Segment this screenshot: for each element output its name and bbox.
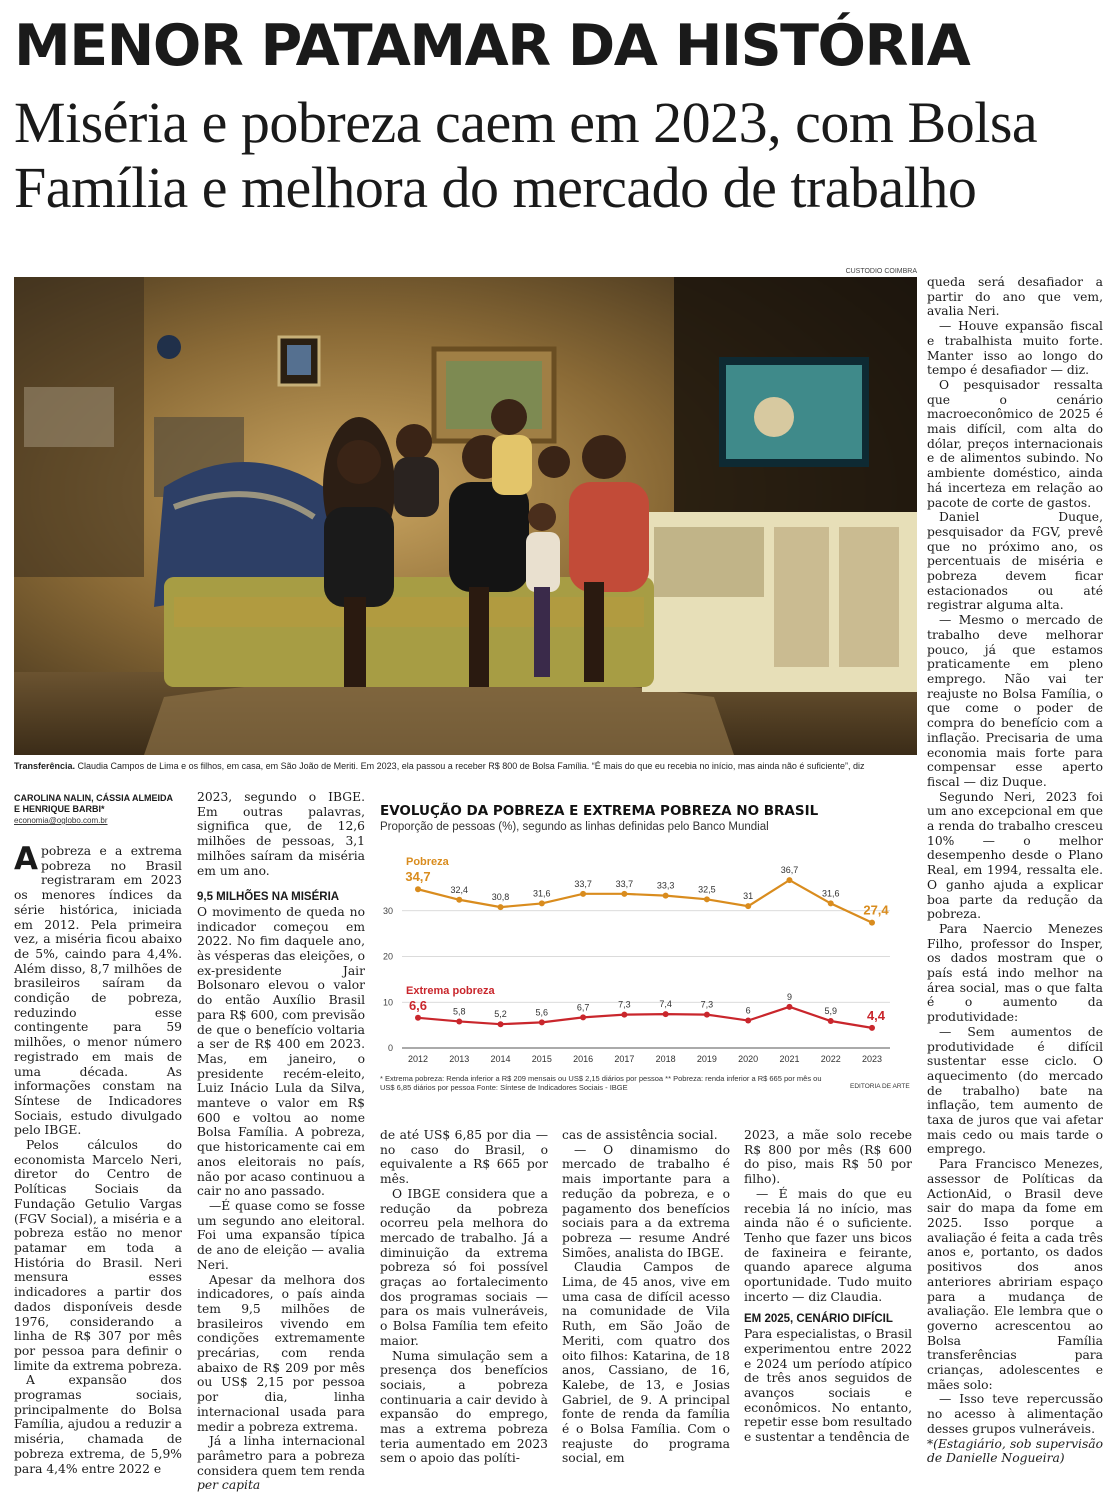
data-label: 34,7 xyxy=(405,869,431,885)
data-point xyxy=(828,1018,834,1024)
byline-authors-2: E HENRIQUE BARBI* xyxy=(14,804,105,814)
data-point xyxy=(539,900,545,906)
paragraph: Daniel Duque, pesquisador da FGV, prevê que no próximo ano, os percentuais de miséria e pobreza devem ficar estacionados ou até registrar alguma alta. xyxy=(927,510,1103,613)
chart-plot xyxy=(380,845,915,1075)
data-label: 7,3 xyxy=(700,999,714,1010)
data-label: 5,8 xyxy=(453,1006,466,1017)
data-label: 4,4 xyxy=(866,1007,886,1023)
paragraph: — O dinamismo do mercado de trabalho é mais importante para a redução da pobreza, e o pagamento dos benefícios sociais para a da extrema pobreza — resume André Simões, analista do IBGE. xyxy=(562,1142,730,1260)
family-photo xyxy=(14,277,917,755)
data-point xyxy=(415,886,421,892)
data-label: 5,6 xyxy=(535,1007,549,1018)
paragraph: Para especialistas, o Brasil experimentou entre 2022 e 2024 um período atípico de três anos seguidos de avanços sociais e econômicos. No entanto, repetir esse bom resultado e sustentar a tendência de xyxy=(744,1327,912,1445)
x-tick-label: 2012 xyxy=(407,1054,429,1064)
article-column-6 xyxy=(927,275,1103,1466)
paragraph: —É quase como se fosse um segundo ano eleitoral. Foi uma expansão típica de ano de eleição — avalia Neri. xyxy=(197,1198,365,1272)
x-tick-label: 2014 xyxy=(490,1054,511,1064)
y-tick-label: 10 xyxy=(382,997,393,1008)
paragraph: Claudia Campos de Lima, de 45 anos, vive em uma casa de difícil acesso na comunidade de Vila Ruth, em São João de Meriti, com quatro dos oito filhos: Katarina, de 18 anos, Cassiano, de 16, Kalebe, de 13, e Josias Gabriel, de 9. A principal fonte de renda da família é o Bolsa Família. Com o reajuste do programa social, em xyxy=(562,1260,730,1466)
paragraph: Pelos cálculos do economista Marcelo Neri, diretor do Centro de Políticas Sociais da Fundação Getulio Vargas (FGV Social), a miséria e a pobreza estão no menor patamar em toda a História do Brasil. Neri mensura esses indicadores a partir dos dados disponíveis desde 1976, considerando a linha de R$ 307 por mês por pessoa para definir o limite da extrema pobreza. xyxy=(14,1138,182,1373)
data-point xyxy=(745,1018,751,1024)
kicker: MENOR PATAMAR DA HISTÓRIA xyxy=(14,13,970,79)
data-label: 7,3 xyxy=(618,999,631,1010)
paragraph: Numa simulação sem a presença dos benefícios sociais, a pobreza continuaria a cair devido à expansão do emprego, mas a extrema pobreza teria aumentado em 2023 sem o apoio das políti- xyxy=(380,1348,548,1466)
x-tick-label: 2015 xyxy=(531,1054,552,1064)
paragraph: de até US$ 6,85 por dia — no caso do Brasil, o equivalente a R$ 665 por mês. xyxy=(380,1128,548,1187)
photo-caption xyxy=(14,760,917,772)
data-point xyxy=(456,1018,462,1024)
subheading: EM 2025, CENÁRIO DIFÍCIL xyxy=(744,1313,893,1326)
article-column-5 xyxy=(744,1128,912,1445)
data-point xyxy=(869,920,875,926)
data-label: 7,4 xyxy=(659,999,672,1010)
paragraph: — Mesmo o mercado de trabalho deve melhorar pouco, já que estamos praticamente em pleno emprego. Não vai ter reajuste no Bolsa Família, o que come o poder de compra do benefício com a inflação. Precisaria de uma economia mais forte para compensar esse aperto fiscal — diz Duque. xyxy=(927,613,1103,789)
x-tick-label: 2020 xyxy=(738,1054,759,1064)
subheading: 9,5 MILHÕES NA MISÉRIA xyxy=(197,891,340,904)
data-point xyxy=(704,1012,710,1018)
byline-authors: CAROLINA NALIN, CÁSSIA ALMEIDA xyxy=(14,793,173,803)
data-point xyxy=(539,1019,545,1025)
data-point xyxy=(498,1021,504,1027)
paragraph: cas de assistência social. xyxy=(562,1128,718,1142)
series-line xyxy=(418,1007,872,1028)
signature-note: *(Estagiário, sob supervisão de Danielle Nogueira) xyxy=(927,1436,1103,1466)
data-label: 32,4 xyxy=(450,884,469,895)
caption-lead: Transferência. xyxy=(14,761,76,771)
paragraph: Apesar da melhora dos indicadores, o país ainda tem 9,5 milhões de brasileiros vivendo em condições extremamente precárias, com renda abaixo de R$ 209 por mês ou US$ 2,15 por pessoa por dia, linha internacional usada para medir a pobreza extrema. xyxy=(197,1272,365,1434)
paragraph: 2023, a mãe solo recebe R$ 800 por mês (R$ 600 do piso, mais R$ 50 por filho). xyxy=(744,1128,912,1187)
y-tick-label: 20 xyxy=(382,951,393,962)
data-point xyxy=(456,897,462,903)
data-label: 33,7 xyxy=(574,878,592,889)
data-label: 6,6 xyxy=(408,997,428,1013)
article-column-3 xyxy=(380,1128,548,1466)
data-label: 9 xyxy=(786,991,792,1002)
paragraph: Para Naercio Menezes Filho, professor do Insper, os dados mostram que o país está indo melhor na área social, mas o que falta é o aumento da produtividade: xyxy=(927,921,1103,1025)
paragraph: O pesquisador ressalta que o cenário macroeconômico de 2025 é mais difícil, com alta do dólar, preços internacionais e de alimentos subindo. No ambiente doméstico, ainda há incerteza em relação ao pacote de corte de gastos. xyxy=(927,377,1103,510)
series-line xyxy=(418,880,872,923)
caption-text: Claudia Campos de Lima e os filhos, em casa, em São João de Meriti. Em 2023, ela passou a receber R$ 800 de Bolsa Família. “É mais do que eu recebia no início, mas ainda não é suficiente”, diz xyxy=(75,761,865,771)
data-point xyxy=(663,893,669,899)
paragraph: — Isso teve repercussão no acesso à alimentação desses grupos vulneráveis. xyxy=(927,1392,1103,1436)
drop-cap: A xyxy=(14,841,38,877)
chart-credit: EDITORIA DE ARTE xyxy=(850,1083,910,1090)
data-label: 31 xyxy=(743,891,754,902)
paragraph: Já a linha internacional parâmetro para a pobreza considera quem tem renda per capita xyxy=(197,1434,365,1493)
data-point xyxy=(704,896,710,902)
data-label: 36,7 xyxy=(780,865,799,876)
series-name: Pobreza xyxy=(406,856,449,869)
data-label: 31,6 xyxy=(821,888,840,899)
photo-credit: CUSTODIO COIMBRA xyxy=(845,268,917,275)
paragraph: Segundo Neri, 2023 foi um ano excepcional em que a renda do trabalho cresceu 10% — o melhor desempenho desde o Plano Real, em 1994, ressalta ele. O ganho ajuda a explicar boa parte da redução da pobreza. xyxy=(927,789,1103,922)
x-tick-label: 2023 xyxy=(861,1054,883,1064)
chart-title: EVOLUÇÃO DA POBREZA E EXTREMA POBREZA NO BRASIL xyxy=(380,803,819,819)
x-tick-label: 2017 xyxy=(614,1054,635,1064)
chart-subtitle: Proporção de pessoas (%), segundo as linhas definidas pelo Banco Mundial xyxy=(380,821,769,833)
paragraph: A expansão dos programas sociais, principalmente do Bolsa Família, ajudou a reduzir a miséria, chamada de pobreza extrema, de 5,9% para 4,4% entre 2022 e xyxy=(14,1373,182,1476)
series-name: Extrema pobreza xyxy=(406,984,495,997)
paragraph: queda será desafiador a partir do ano que vem, avalia Neri. xyxy=(927,275,1103,319)
data-point xyxy=(869,1025,875,1031)
paragraph: — Sem aumentos de produtividade é difícil sustentar esse ciclo. O aquecimento (do mercado de trabalho) bate na inflação, tem aumento de taxa de juros que vai afetar mais cedo ou mais tarde o emprego. xyxy=(927,1024,1103,1157)
data-label: 5,9 xyxy=(824,1006,837,1017)
data-point xyxy=(498,904,504,910)
byline-email: economia@oglobo.com.br xyxy=(14,816,108,825)
data-label: 30,8 xyxy=(491,892,510,903)
y-tick-label: 30 xyxy=(382,905,393,916)
data-point xyxy=(786,877,792,883)
paragraph: — É mais do que eu recebia lá no início, mas ainda não é o suficiente. Tenho que fazer uns bicos de faxineira e feirante, quando aparece alguma oportunidade. Tudo muito incerto — diz Claudia. xyxy=(744,1186,912,1304)
chart-footnote: * Extrema pobreza: Renda inferior a R$ 209 mensais ou US$ 2,15 diários por pessoa ** Pobreza: renda inferior a R$ 665 por mês ou US$ 6,85 diários por pessoa Fonte: Síntese de Indicadores Sociais - IBGE xyxy=(380,1074,822,1092)
data-point xyxy=(621,891,627,897)
data-label: 33,3 xyxy=(656,880,675,891)
data-point xyxy=(745,903,751,909)
data-label: 33,7 xyxy=(615,878,634,889)
data-point xyxy=(580,891,586,897)
x-tick-label: 2021 xyxy=(779,1054,800,1064)
data-point xyxy=(663,1011,669,1017)
data-label: 5,2 xyxy=(494,1009,507,1020)
x-tick-label: 2013 xyxy=(449,1054,470,1064)
paragraph: Para Francisco Menezes, assessor de Políticas da ActionAid, o Brasil deve sair do mapa da fome em 2025. Isso porque a avaliação é feita a cada três anos e, portanto, os dados positivos dos anos anteriores abririam espaço para a mudança de avaliação. Ele lembra que o governo acrescentou ao Bolsa Família transferências para crianças, adolescentes e mães solo: xyxy=(927,1157,1103,1392)
article-column-4 xyxy=(562,1128,730,1466)
paragraph: 2023, segundo o IBGE. Em outras palavras, significa que, de 12,6 milhões de pessoas, 3,1 milhões saíram da miséria em um ano. xyxy=(197,790,365,878)
article-column-2 xyxy=(197,790,365,1493)
data-point xyxy=(621,1012,627,1018)
data-label: 31,6 xyxy=(533,888,551,899)
x-tick-label: 2022 xyxy=(820,1054,841,1064)
data-label: 27,4 xyxy=(863,902,889,918)
x-tick-label: 2016 xyxy=(573,1054,594,1064)
paragraph: — Houve expansão fiscal e trabalhista muito forte. Manter isso ao longo do tempo é desafiador — diz. xyxy=(927,319,1103,378)
data-label: 32,5 xyxy=(698,884,716,895)
paragraph: O movimento de queda no indicador começou em 2022. No fim daquele ano, às vésperas das eleições, o ex-presidente Jair Bolsonaro elevou o valor do então Auxílio Brasil para R$ 600, com previsão de que o benefício voltaria a ser de R$ 400 em 2023. Mas, em janeiro, o presidente recém-eleito, Luiz Inácio Lula da Silva, manteve o valor em R$ 600 e voltou ao nome Bolsa Família. A pobreza, que historicamente cai em anos eleitorais no país, não por acaso continuou a cair no ano passado. xyxy=(197,904,365,1199)
data-point xyxy=(580,1014,586,1020)
data-label: 6 xyxy=(745,1005,751,1016)
y-tick-label: 0 xyxy=(387,1043,393,1053)
headline: Miséria e pobreza caem em 2023, com Bolsa Família e melhora do mercado de trabalho xyxy=(14,90,1038,220)
data-point xyxy=(786,1004,792,1010)
lead-paragraph: A pobreza e a extrema pobreza no Brasil registraram em 2023 os menores índices da série histórica, iniciada em 2012. Pela primeira vez, a miséria ficou abaixo de 5%, caindo para 4,4%. Além disso, 8,7 milhões de brasileiros saíram da condição de pobreza, reduzindo esse contingente para 59 milhões, o menor número registrado em mais de uma década. As informações constam na Síntese de Indicadores Sociais, estudo divulgado pelo IBGE. xyxy=(14,841,182,1138)
data-point xyxy=(828,900,834,906)
poverty-chart xyxy=(380,803,915,1125)
data-label: 6,7 xyxy=(576,1002,590,1013)
x-tick-label: 2018 xyxy=(655,1054,676,1064)
data-point xyxy=(415,1015,421,1021)
x-tick-label: 2019 xyxy=(696,1054,717,1064)
article-column-1 xyxy=(14,793,182,1476)
paragraph: O IBGE considera que a redução da pobreza ocorreu pela melhora do mercado de trabalho. Já a diminuição da extrema pobreza só foi possível graças ao fortalecimento dos programas sociais — para os mais vulneráveis, o Bolsa Família tem efeito maior. xyxy=(380,1186,548,1348)
